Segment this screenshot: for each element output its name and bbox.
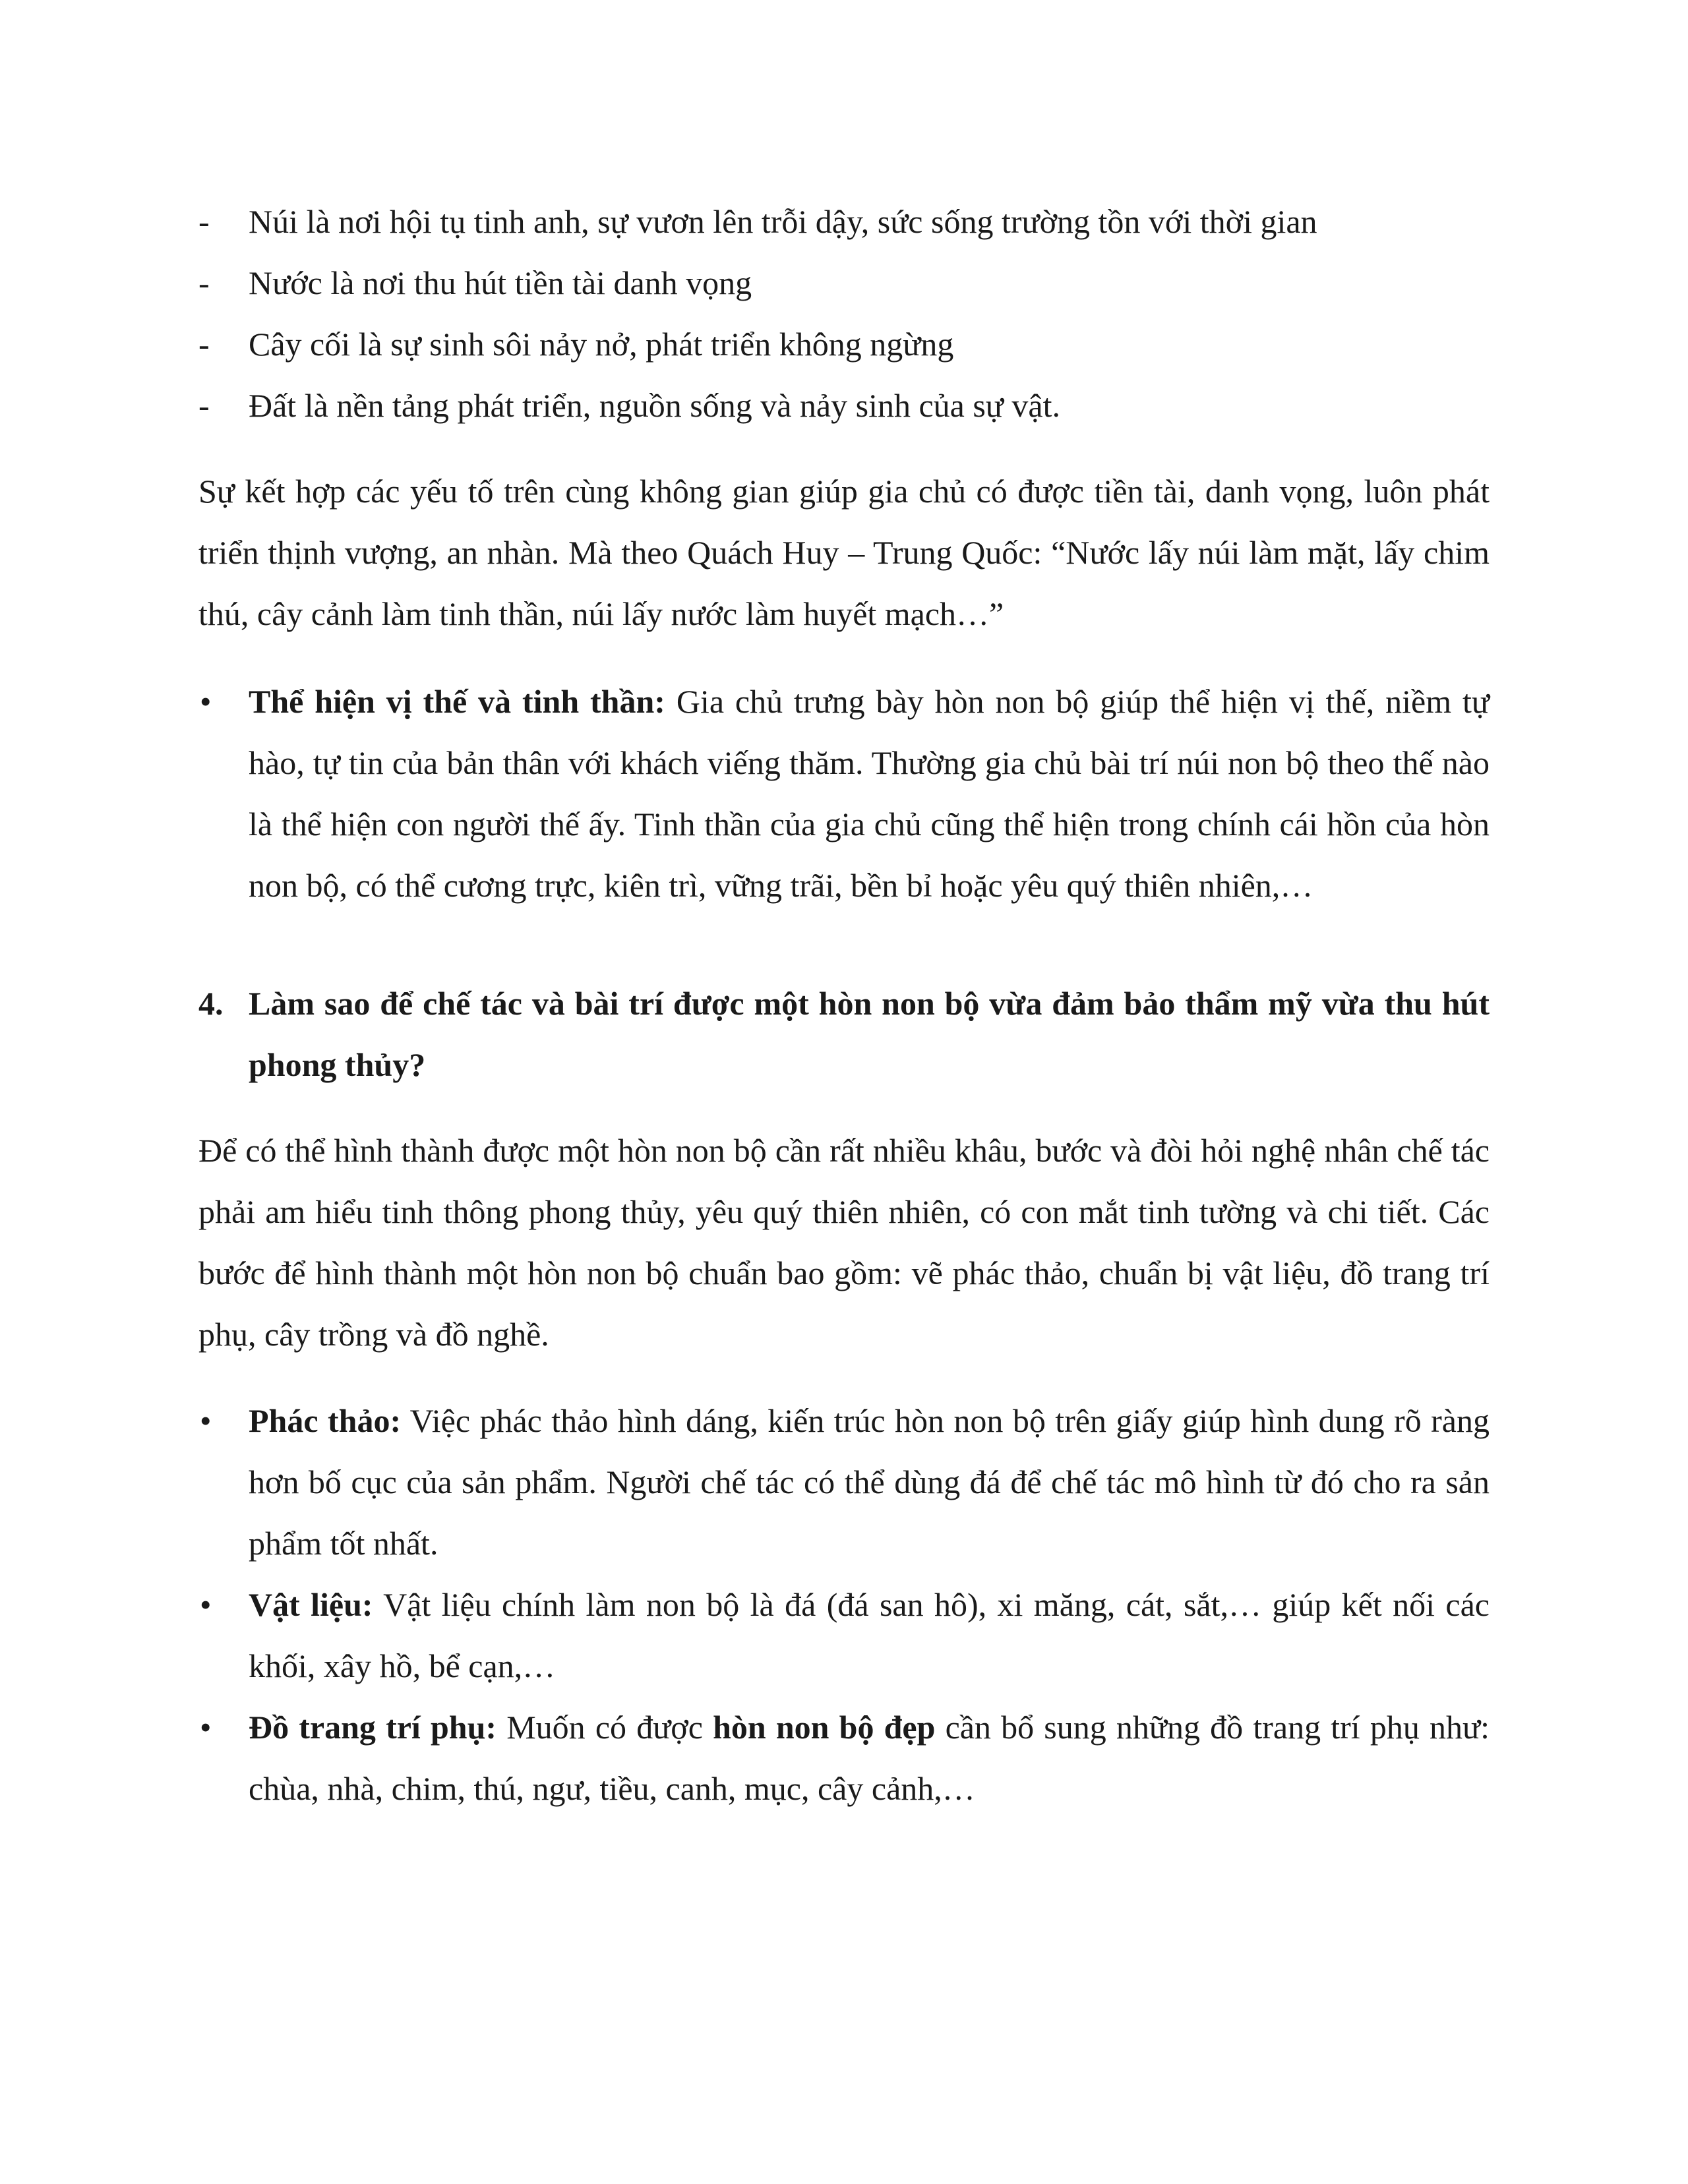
dash-marker: -: [198, 387, 210, 424]
body-paragraph: Để có thể hình thành được một hòn non bộ cần rất nhiều khâu, bước và đòi hỏi nghệ nhân chế tác phải am hiểu tinh thông phong thủy, yêu quý thiên nhiên, có con mắt tinh tường và chi tiết. Các bước để hình thành một hòn non bộ chuẩn bao gồm: vẽ phác thảo, chuẩn bị vật liệu, đồ trang trí phụ, cây trồng và đồ nghề.: [198, 1132, 1490, 1353]
list-item: [198, 1574, 1490, 1697]
section-title: Làm sao để chế tác và bài trí được một hòn non bộ vừa đảm bảo thẩm mỹ vừa thu hút phong thủy?: [249, 985, 1490, 1083]
bullet-list: [198, 671, 1490, 916]
bullet-label: Đồ trang trí phụ:: [249, 1709, 497, 1746]
body-paragraph: Sự kết hợp các yếu tố trên cùng không gian giúp gia chủ có được tiền tài, danh vọng, luôn phát triển thịnh vượng, an nhàn. Mà theo Quách Huy – Trung Quốc: “Nước lấy núi làm mặt, lấy chim thú, cây cảnh làm tinh thần, núi lấy nước làm huyết mạch…”: [198, 473, 1490, 632]
dash-marker: -: [198, 203, 210, 240]
bullet-marker: •: [200, 683, 212, 720]
section-heading: [198, 973, 1490, 1096]
bullet-list: [198, 1390, 1490, 1819]
list-item: [198, 191, 1490, 252]
bullet-marker: •: [200, 1402, 212, 1439]
list-item: [198, 1697, 1490, 1819]
bullet-label: Vật liệu:: [249, 1586, 373, 1623]
bullet-label: Phác thảo:: [249, 1402, 402, 1439]
feng-shui-elements-list: [198, 191, 1490, 436]
bullet-marker: •: [200, 1709, 212, 1746]
list-item: [198, 252, 1490, 314]
bullet-label: Thể hiện vị thế và tinh thần:: [249, 683, 665, 720]
bullet-text: Gia chủ trưng bày hòn non bộ giúp thể hiện vị thế, niềm tự hào, tự tin của bản thân với khách viếng thăm. Thường gia chủ bài trí núi non bộ theo thế nào là thể hiện con người thế ấy. Tinh thần của gia chủ cũng thể hiện trong chính cái hồn của hòn non bộ, có thể cương trực, kiên trì, vững trãi, bền bỉ hoặc yêu quý thiên nhiên,…: [249, 683, 1490, 904]
bullet-text: Vật liệu chính làm non bộ là đá (đá san hô), xi măng, cát, sắt,… giúp kết nối các khối, xây hồ, bể cạn,…: [249, 1586, 1490, 1684]
list-item: [198, 314, 1490, 375]
list-item: [198, 671, 1490, 916]
list-item-text: Đất là nền tảng phát triển, nguồn sống và nảy sinh của sự vật.: [249, 387, 1060, 424]
list-item-text: Núi là nơi hội tụ tinh anh, sự vươn lên trỗi dậy, sức sống trường tồn với thời gian: [249, 203, 1317, 240]
dash-marker: -: [198, 264, 210, 301]
list-item: [198, 1390, 1490, 1574]
list-item-text: Nước là nơi thu hút tiền tài danh vọng: [249, 264, 752, 301]
bullet-marker: •: [200, 1586, 212, 1623]
document-body: [198, 191, 1490, 1819]
list-item-text: Cây cối là sự sinh sôi nảy nở, phát triển không ngừng: [249, 326, 954, 363]
dash-marker: -: [198, 326, 210, 363]
section-number: 4.: [198, 985, 224, 1022]
bold-keyword: hòn non bộ đẹp: [713, 1709, 936, 1746]
bullet-text: Muốn có được: [497, 1709, 713, 1746]
list-item: [198, 375, 1490, 436]
bullet-text: Việc phác thảo hình dáng, kiến trúc hòn non bộ trên giấy giúp hình dung rõ ràng hơn bố cục của sản phẩm. Người chế tác có thể dùng đá để chế tác mô hình từ đó cho ra sản phẩm tốt nhất.: [249, 1402, 1490, 1562]
bullet-text: cần bổ sung những đồ trang trí phụ như: chùa, nhà, chim, thú, ngư, tiều, canh, mục, cây cảnh,…: [249, 1709, 1490, 1807]
